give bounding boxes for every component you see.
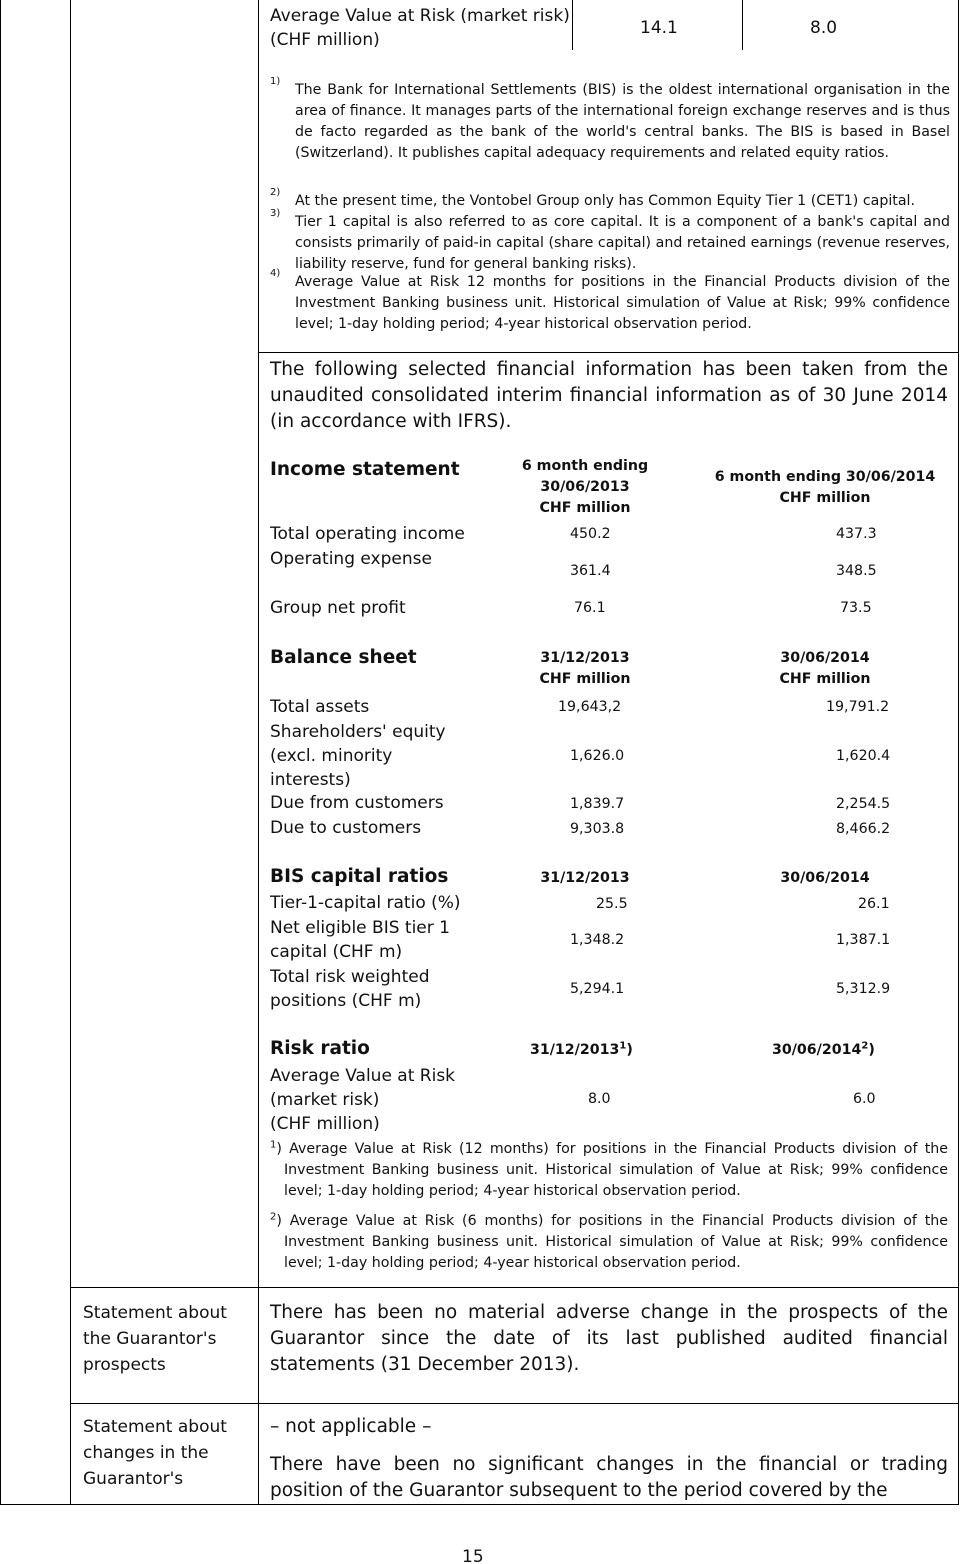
footnote-top-1: 1) The Bank for International Settlements (BIS) is the oldest international organisation in the area of finance. It manages parts of the international foreign exchange reserves and is thus de facto regarded as the bank of the world's central banks. The BIS is based in Basel (Switzerland). It publishes capital adequacy requirements and related equity ratios. (270, 76, 950, 161)
bis-row-v1: 1,348.2 (570, 932, 625, 948)
row-separator-top (258, 352, 959, 353)
top-table-divider-2 (742, 0, 743, 50)
bis-col1-header: 31/12/2013 (540, 870, 630, 886)
income-row-v1: 361.4 (570, 563, 611, 579)
income-row-label: Group net profit (270, 598, 406, 618)
prospects-label: Statement about the Guarantor's prospects (83, 1303, 227, 1375)
balance-row-v1: 19,643,2 (558, 699, 622, 715)
top-var-value-1: 14.1 (640, 18, 678, 38)
page-number: 15 (462, 1547, 484, 1564)
bis-col2-header: 30/06/2014 (780, 870, 870, 886)
risk-title: Risk ratio (270, 1038, 370, 1059)
content-left-border (258, 0, 259, 1505)
risk-row-label: Average Value at Risk (market risk) (CHF million) (270, 1066, 456, 1134)
bis-row-v2: 1,387.1 (836, 932, 891, 948)
income-col1-header: 6 month ending 30/06/2013 CHF million (521, 458, 649, 516)
bottom-border (0, 1504, 959, 1505)
changes-label: Statement about changes in the Guarantor's (83, 1417, 227, 1489)
bis-row-label: Net eligible BIS tier 1 capital (CHF m) (270, 918, 450, 962)
bis-row-label: Tier-1-capital ratio (%) (270, 893, 461, 913)
left-border (0, 0, 1, 1505)
income-title: Income statement (270, 459, 460, 480)
risk-footnote-1: $^1$) Average Value at Risk (12 months) for positions in the Financial Products division of the Investment Banking business unit. Historical simulation of Value at Risk; 99% confidence level; 1-day holding period; 4-year historical observation period. (270, 1139, 948, 1199)
balance-row-v2: 8,466.2 (836, 821, 891, 837)
prospects-text: There has been no material adverse change in the prospects of the Guarantor since the date of its last published audited financial statements (31 December 2013). (270, 1302, 948, 1375)
column-divider (70, 0, 71, 1505)
balance-row-label: Due from customers (270, 793, 444, 813)
income-row-v2: 348.5 (836, 563, 877, 579)
income-col2-header: 6 month ending 30/06/2014 CHF million (714, 469, 936, 506)
intro-paragraph: The following selected financial information has been taken from the unaudited consolidated interim financial information as of 30 June 2014 (in accordance with IFRS). (270, 359, 948, 432)
risk-footnote-2: $^2$) Average Value at Risk (6 months) for positions in the Financial Products division of the Investment Banking business unit. Historical simulation of Value at Risk; 99% confidence level; 1-day holding period; 4-year historical observation period. (270, 1211, 948, 1271)
bis-title: BIS capital ratios (270, 866, 449, 887)
income-row-v1: 76.1 (574, 600, 606, 616)
top-var-label: Average Value at Risk (market risk) (CHF million) (270, 6, 570, 50)
changes-not-applicable: – not applicable – (270, 1416, 432, 1437)
risk-row-v2: 6.0 (853, 1091, 876, 1107)
income-row-v2: 73.5 (840, 600, 872, 616)
income-row-v1: 450.2 (570, 526, 611, 542)
balance-row-v1: 1,626.0 (570, 748, 625, 764)
changes-text: There have been no significant changes in the financial or trading position of the Guarantor subsequent to the period covered by the (270, 1454, 948, 1501)
risk-row-v1: 8.0 (588, 1091, 611, 1107)
bis-row-v1: 25.5 (596, 896, 628, 912)
row-separator-changes (70, 1403, 959, 1404)
bis-row-label: Total risk weighted positions (CHF m) (270, 967, 430, 1011)
income-row-label: Total operating income (270, 524, 465, 544)
balance-row-label: Shareholders' equity (excl. minority interests) (270, 722, 446, 790)
bis-row-v1: 5,294.1 (570, 981, 625, 997)
balance-row-label: Total assets (270, 697, 370, 717)
income-row-v2: 437.3 (836, 526, 877, 542)
balance-col1-header: 31/12/2013 CHF million (539, 650, 631, 687)
top-table-divider-1 (572, 0, 573, 50)
footnote-top-3: 3) Tier 1 capital is also referred to as core capital. It is a component of a bank's capital and consists primarily of paid-in capital (share capital) and retained earnings (revenue reserves, liability reserve, fund for general banking risks). (270, 208, 950, 272)
risk-col2-header: 30/06/2014$^2$) (772, 1040, 875, 1058)
balance-col2-header: 30/06/2014 CHF million (779, 650, 871, 687)
balance-row-label: Due to customers (270, 818, 422, 838)
balance-row-v2: 1,620.4 (836, 748, 891, 764)
bis-row-v2: 5,312.9 (836, 981, 891, 997)
row-separator-prospects (70, 1287, 959, 1288)
right-border (958, 0, 959, 1505)
balance-row-v1: 9,303.8 (570, 821, 625, 837)
income-row-label: Operating expense (270, 549, 432, 569)
risk-col1-header: 31/12/2013$^1$) (530, 1040, 633, 1058)
bis-row-v2: 26.1 (858, 896, 890, 912)
balance-title: Balance sheet (270, 647, 417, 668)
footnote-top-2: 2) At the present time, the Vontobel Group only has Common Equity Tier 1 (CET1) capital. (270, 187, 915, 209)
balance-row-v1: 1,839.7 (570, 796, 625, 812)
balance-row-v2: 2,254.5 (836, 796, 891, 812)
footnote-top-4: 4) Average Value at Risk 12 months for positions in the Financial Products division of the Investment Banking business unit. Historical simulation of Value at Risk; 99% confidence level; 1-day holding period; 4-year historical observation period. (270, 268, 950, 332)
balance-row-v2: 19,791.2 (826, 699, 890, 715)
top-var-value-2: 8.0 (810, 18, 838, 38)
